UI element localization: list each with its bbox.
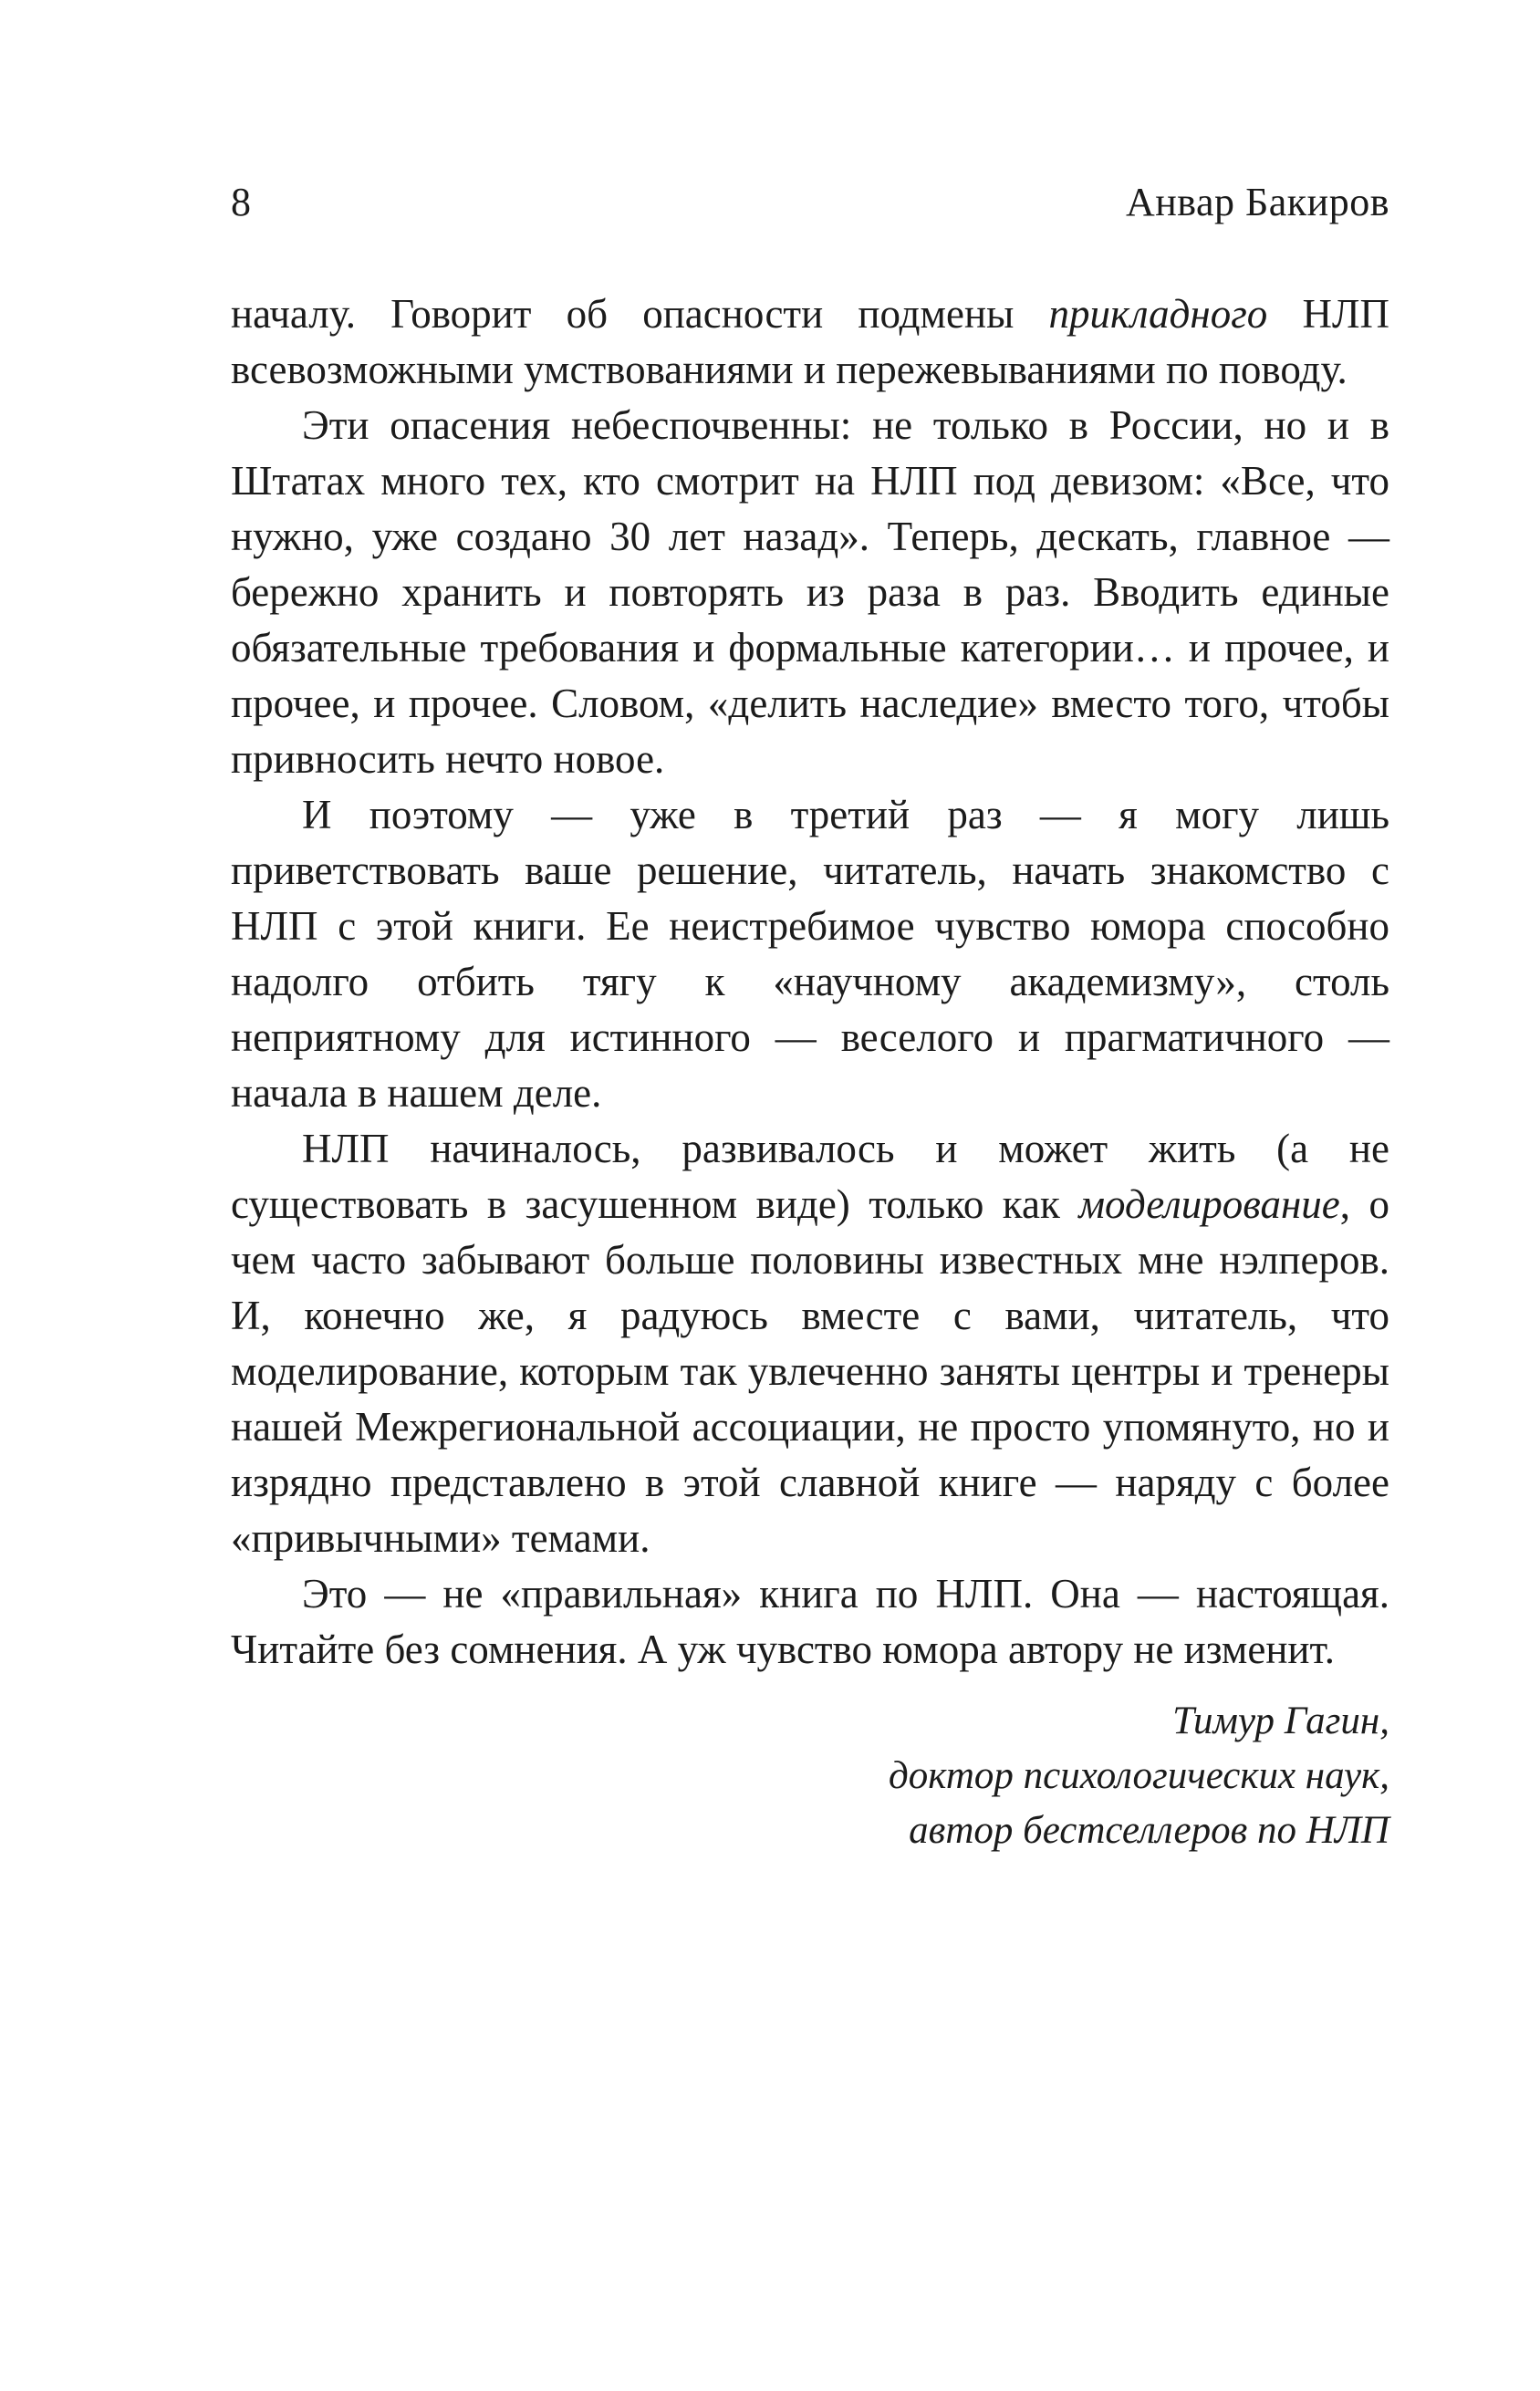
signature-line: доктор психологических наук, bbox=[889, 1754, 1389, 1797]
signature-line: Тимур Гагин, bbox=[1172, 1700, 1389, 1742]
paragraph-text: Это — не «правильная» книга по НЛП. Она — настоящая. Читайте без сомнения. А уж чувство юмора автору не изменит. bbox=[231, 1571, 1389, 1672]
paragraph-2 bbox=[231, 398, 1389, 787]
signature-block bbox=[231, 1694, 1389, 1858]
paragraph-text: И поэтому — уже в третий раз — я могу лишь приветствовать ваше решение, читатель, начать знакомство с НЛП с этой книги. Ее неистребимое чувство юмора способно надолго отбить тягу к «научному академизму», столь неприятному для истинного — веселого и прагматичного — начала в нашем деле. bbox=[231, 792, 1389, 1116]
running-head-author: Анвар Бакиров bbox=[1125, 180, 1389, 224]
paragraph-3 bbox=[231, 787, 1389, 1121]
paragraph-text: началу. Говорит об опасности подмены bbox=[231, 291, 1049, 337]
paragraph-5 bbox=[231, 1566, 1389, 1678]
text-block bbox=[231, 286, 1389, 1858]
paragraph-text: НЛП всевозможными умствованиями и пережевываниями по поводу. bbox=[231, 291, 1389, 392]
paragraph-text: , о чем часто забывают больше половины известных мне нэлперов. И, конечно же, я радуюсь вместе с вами, читатель, что моделирование, которым так увлеченно заняты центры и тренеры нашей Межрегиональной ассоциации, не просто упомянуто, но и изрядно представлено в этой славной книге — наряду с более «привычными» темами. bbox=[231, 1181, 1390, 1561]
paragraph-text: НЛП начиналось, развивалось и может жить (а не существовать в засушенном виде) только как bbox=[231, 1126, 1389, 1227]
paragraph-4 bbox=[231, 1121, 1389, 1566]
page-number: 8 bbox=[231, 180, 252, 224]
signature-line: автор бестселлеров по НЛП bbox=[909, 1809, 1389, 1852]
paragraph-text: Эти опасения небеспочвенны: не только в России, но и в Штатах много тех, кто смотрит на НЛП под девизом: «Все, что нужно, уже создано 30 лет назад». Теперь, дескать, главное — бережно хранить и повторять из раза в раз. Вводить единые обязательные требования и формальные категории… и прочее, и прочее, и прочее. Словом, «делить наследие» вместо того, чтобы привносить нечто новое. bbox=[231, 402, 1389, 782]
paragraph-1 bbox=[231, 286, 1389, 398]
italic-term: моделирование bbox=[1078, 1181, 1340, 1227]
page-content bbox=[231, 179, 1389, 1858]
italic-term: прикладного bbox=[1048, 291, 1268, 337]
page-header bbox=[231, 179, 1389, 226]
